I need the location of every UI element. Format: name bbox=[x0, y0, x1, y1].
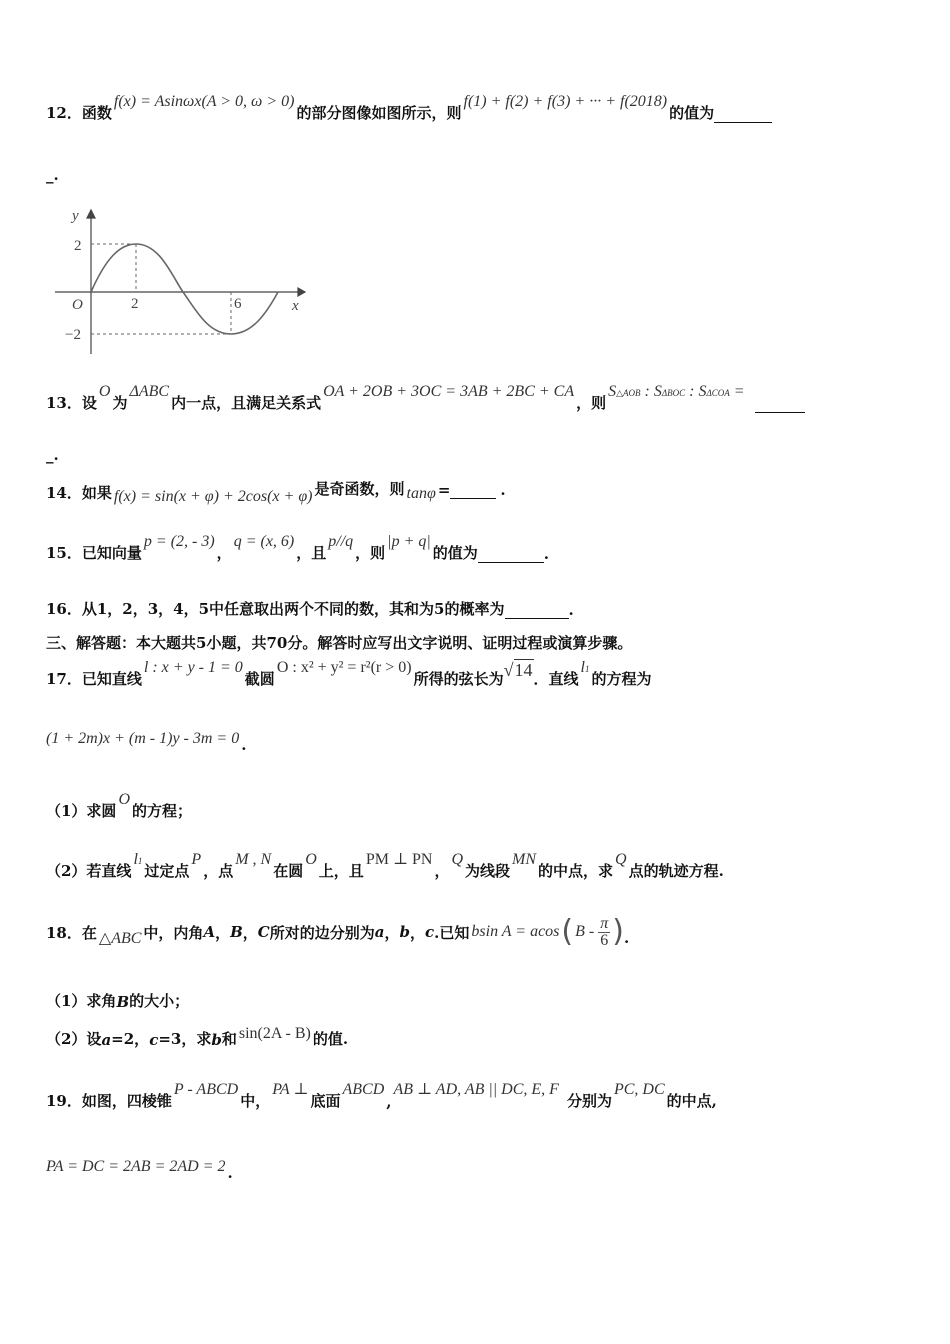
q17-sqrt: √14 bbox=[503, 660, 533, 680]
q17-line-equation: (1 + 2m)x + (m - 1)y - 3m = 0 bbox=[46, 730, 240, 747]
q18-a: a bbox=[374, 923, 385, 941]
q17-part-1 bbox=[46, 791, 902, 821]
q17-part-2 bbox=[46, 851, 902, 881]
graph-y-tick-neg2: −2 bbox=[65, 327, 81, 343]
q14-text-3: = bbox=[437, 481, 451, 499]
sine-graph bbox=[50, 206, 315, 358]
q18-part2-b: b bbox=[211, 1031, 222, 1049]
q18-part2-a: a bbox=[101, 1031, 112, 1049]
q17-text-4: ．直线 bbox=[533, 670, 579, 688]
q13-point-o: O bbox=[98, 383, 111, 400]
q17-circle: O : x² + y² = r²(r > 0) bbox=[276, 659, 412, 676]
q17-equation-line bbox=[46, 730, 902, 754]
q18-part2-c: c bbox=[149, 1031, 159, 1049]
question-19 bbox=[46, 1081, 902, 1111]
q18-sin-expression: sin(2A - B) bbox=[238, 1025, 311, 1042]
question-14 bbox=[46, 482, 902, 503]
q18-part2-text-a: （2）设 bbox=[46, 1030, 102, 1048]
graph-y-label: y bbox=[72, 208, 79, 224]
section-3-heading bbox=[46, 632, 902, 653]
question-12 bbox=[46, 93, 902, 123]
q15-abs: |p + q| bbox=[387, 533, 431, 550]
question-13 bbox=[46, 383, 902, 413]
q18-dot: . bbox=[623, 929, 630, 947]
q17-part1-text-a: （1）求圆 bbox=[46, 802, 117, 820]
q18-text-4: .已知 bbox=[434, 923, 470, 942]
q18-part2-and: 和 bbox=[221, 1030, 237, 1048]
section-3-text: 三、解答题：本大题共5小题，共70分。解答时应写出文字说明、证明过程或演算步骤。 bbox=[46, 634, 633, 652]
q17-number: 17． bbox=[46, 670, 82, 688]
q18-equation-b: B - bbox=[575, 923, 595, 940]
q17-part2-text-f: ， bbox=[434, 862, 450, 880]
q12-text-1: 函数 bbox=[81, 104, 112, 122]
graph-y-tick-2: 2 bbox=[74, 238, 82, 254]
q19-text-5: 分别为 bbox=[566, 1092, 612, 1110]
q14-number: 14． bbox=[46, 484, 82, 502]
q18-text-1: 在 bbox=[81, 923, 97, 942]
q18-part1-text-a: （1）求角 bbox=[46, 992, 117, 1010]
graph-x-tick-6: 6 bbox=[234, 296, 242, 312]
q17-point-q-2: Q bbox=[615, 851, 627, 868]
q18-part2-c-value: =3，求 bbox=[158, 1030, 212, 1048]
q19-number: 19． bbox=[46, 1092, 82, 1110]
q18-part1-text-b: 的大小； bbox=[129, 992, 190, 1010]
q19-pyramid: P - ABCD bbox=[173, 1081, 239, 1098]
q18-fraction bbox=[598, 916, 610, 949]
q17-part2-circle-o: O bbox=[305, 851, 317, 868]
q19-equation-line bbox=[46, 1158, 902, 1182]
q16-answer-blank bbox=[505, 604, 569, 619]
q17-part2-text-h: 的中点，求 bbox=[538, 862, 614, 880]
q18-text-2: 中，内角 bbox=[143, 923, 204, 942]
q17-part2-l1: l1 bbox=[133, 851, 143, 868]
q17-line-l: l : x + y - 1 = 0 bbox=[143, 659, 243, 676]
q17-text-5: 的方程为 bbox=[591, 670, 652, 688]
q19-text-6: 的中点, bbox=[666, 1092, 717, 1110]
q15-parallel: p//q bbox=[328, 533, 354, 550]
q19-text-1: 如图，四棱锥 bbox=[81, 1092, 172, 1110]
q18-part2-text-b: 的值. bbox=[312, 1030, 349, 1048]
q17-line-l1: l1 bbox=[580, 659, 590, 676]
q17-part2-text-c: ，点 bbox=[203, 862, 234, 880]
q19-midpoint-segments: PC, DC bbox=[613, 1081, 665, 1098]
q19-text-3: 底面 bbox=[310, 1092, 341, 1110]
q13-answer-blank bbox=[755, 398, 805, 413]
q17-part2-text-e: 上，且 bbox=[318, 862, 364, 880]
q15-answer-blank bbox=[478, 548, 544, 563]
q17-perpendicular: PM ⊥ PN bbox=[365, 851, 433, 868]
q17-point-q: Q bbox=[451, 851, 464, 868]
q18-part2-a-value: =2， bbox=[111, 1030, 150, 1048]
q15-vector-p: p = (2, - 3) bbox=[143, 533, 215, 550]
q12-function-formula: f(x) = Asinωx(A > 0, ω > 0) bbox=[113, 93, 295, 110]
q17-part2-text-a: （2）若直线 bbox=[46, 862, 132, 880]
q14-function-formula: f(x) = sin(x + φ) + 2cos(x + φ) bbox=[113, 488, 313, 505]
q14-text-1: 如果 bbox=[81, 484, 112, 502]
q18-b: b bbox=[399, 923, 411, 941]
q18-A: A bbox=[203, 923, 216, 941]
q17-part1-circle-o: O bbox=[118, 791, 130, 808]
q17-text-1: 已知直线 bbox=[81, 670, 142, 688]
q14-tan-phi: tanφ bbox=[406, 485, 436, 502]
q13-number: 13． bbox=[46, 394, 82, 412]
q17-part1-text-b: 的方程； bbox=[132, 802, 193, 820]
question-16 bbox=[46, 598, 902, 619]
q15-vector-q: q = (x, 6) bbox=[233, 533, 295, 550]
q15-number: 15． bbox=[46, 544, 82, 562]
graph-origin-label: O bbox=[72, 297, 83, 313]
y-axis-arrow-icon bbox=[87, 210, 95, 218]
q18-left-paren: ( bbox=[561, 914, 574, 949]
q13-triangle: ΔABC bbox=[129, 383, 170, 400]
q17-eq-dot: . bbox=[241, 736, 247, 754]
q18-right-paren: ) bbox=[612, 914, 624, 949]
q15-comma: ， bbox=[216, 544, 232, 562]
q13-text-4: ，则 bbox=[576, 394, 607, 412]
q17-part2-text-d: 在圆 bbox=[273, 862, 304, 880]
q18-part-2 bbox=[46, 1025, 902, 1049]
q13-continuation-text: _. bbox=[46, 446, 59, 464]
q18-part1-B: B bbox=[116, 993, 130, 1011]
q19-text-4: , bbox=[386, 1093, 392, 1111]
q18-B: B bbox=[230, 923, 243, 941]
q13-continuation bbox=[46, 446, 902, 464]
q14-text-2: 是奇函数，则 bbox=[314, 480, 405, 498]
q12-continuation-text: _. bbox=[46, 166, 59, 184]
q17-point-p: P bbox=[191, 851, 202, 868]
q12-text-2: 的部分图像如图所示，则 bbox=[296, 104, 462, 122]
q16-text: 16．从1，2，3，4，5中任意取出两个不同的数，其和为5的概率为 bbox=[46, 600, 505, 618]
q12-sum-formula: f(1) + f(2) + f(3) + ··· + f(2018) bbox=[463, 93, 668, 110]
q18-part-1 bbox=[46, 990, 902, 1011]
q19-conditions: AB ⊥ AD, AB || DC, E, F bbox=[393, 1081, 559, 1098]
q15-text-3: ，则 bbox=[355, 544, 386, 562]
q17-points-mn: M , N bbox=[235, 851, 272, 868]
q18-number: 18． bbox=[46, 923, 82, 942]
q18-c: c bbox=[425, 923, 435, 941]
q18-text-3: 所对的边分别为 bbox=[269, 923, 375, 942]
q18-C: C bbox=[257, 923, 270, 941]
q15-end: . bbox=[543, 545, 550, 563]
q19-base: ABCD bbox=[342, 1081, 385, 1098]
x-axis-arrow-icon bbox=[298, 288, 305, 296]
q14-answer-blank bbox=[450, 484, 496, 499]
q13-area-ratio: S△AOB : SΔBOC : SΔCOA = bbox=[608, 383, 745, 400]
q12-number: 12． bbox=[46, 104, 82, 122]
q13-relation-formula: OA + 2OB + 3OC = 3AB + 2BC + CA bbox=[323, 383, 575, 400]
q15-text-2: ，且 bbox=[296, 544, 327, 562]
graph-x-tick-2: 2 bbox=[131, 296, 139, 312]
sine-curve bbox=[91, 244, 278, 334]
q15-text-4: 的值为 bbox=[432, 544, 478, 562]
question-18: 18． 在 △ABC 中，内角 A ， B ， C 所对的边分别为 a ， b ， c .已知 bsin A = acos ( B - $\frac{\pi}{6}$ ) . bbox=[46, 914, 630, 949]
q17-segment-mn: MN bbox=[512, 851, 537, 868]
q19-pa-perp: PA ⊥ bbox=[272, 1081, 309, 1098]
q19-dot: . bbox=[227, 1164, 233, 1182]
q17-part2-text-g: 为线段 bbox=[465, 862, 511, 880]
q17-part2-text-i: 点的轨迹方程. bbox=[628, 862, 724, 880]
q17-text-3: 所得的弦长为 bbox=[413, 670, 504, 688]
q13-text-1: 设 bbox=[81, 394, 97, 412]
q17-text-2: 截圆 bbox=[244, 670, 275, 688]
q18-pi: π bbox=[600, 914, 609, 932]
q16-end: . bbox=[568, 601, 574, 619]
q19-text-2: 中， bbox=[240, 1092, 271, 1110]
q17-part2-text-b: 过定点 bbox=[144, 862, 190, 880]
q14-end: . bbox=[500, 481, 506, 499]
graph-x-label: x bbox=[292, 298, 299, 314]
q13-text-3: 内一点，且满足关系式 bbox=[171, 394, 322, 412]
question-17 bbox=[46, 659, 902, 689]
q13-text-2: 为 bbox=[112, 394, 128, 412]
q19-length-equation: PA = DC = 2AB = 2AD = 2 bbox=[46, 1158, 226, 1175]
q12-continuation bbox=[46, 166, 902, 184]
question-15 bbox=[46, 533, 902, 563]
q12-text-3: 的值为 bbox=[669, 104, 715, 122]
q12-answer-blank bbox=[714, 108, 772, 123]
q18-triangle: △ABC bbox=[98, 930, 142, 947]
q18-equation-left: bsin A = acos bbox=[471, 923, 560, 940]
q18-six: 6 bbox=[600, 931, 609, 949]
q15-text-1: 已知向量 bbox=[81, 544, 142, 562]
